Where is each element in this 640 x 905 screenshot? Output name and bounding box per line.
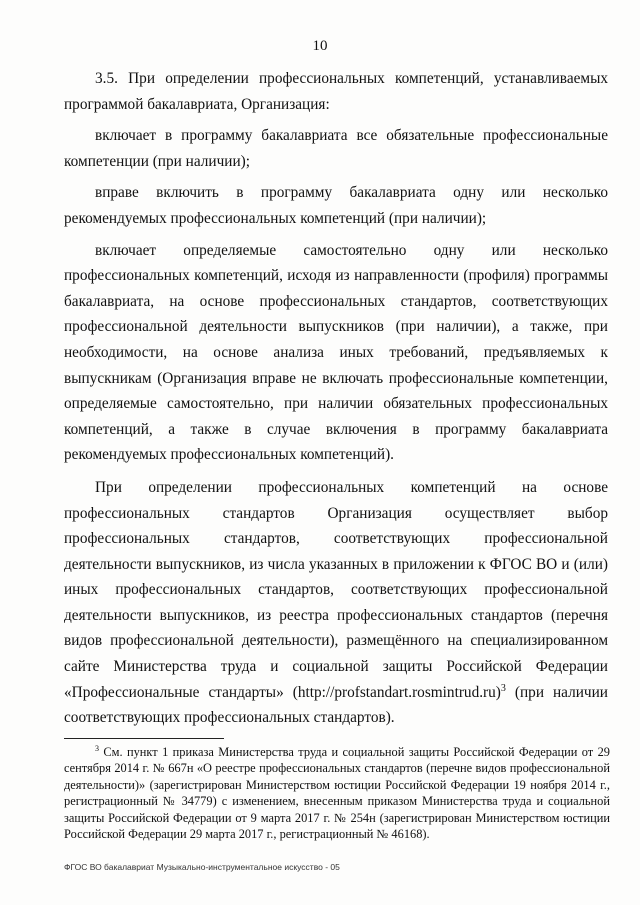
footnote [64,744,610,842]
paragraph-self-defined-competencies: включает определяемые самостоятельно одну или несколько профессиональных компетенций, исходя из направленности (профиля) программы бакалавриата, на основе профессиональных стандартов, соответствующих профессиональной деятельности выпускников (при наличии), а также, при необходимости, на основе анализа иных требований, предъявляемых к выпускникам (Организация вправе не включать профессиональные компетенции, определяемые самостоятельно, при наличии обязательных профессиональных компетенций, а также в случае включения в программу бакалавриата рекомендуемых профессиональных компетенций). [64,241,608,464]
footnote-divider [64,738,224,739]
professional-standards-text-end: (при наличии соответствующих профессиональных стандартов). [64,683,608,727]
paragraph-mandatory-competencies: включает в программу бакалавриата все обязательные профессиональные компетенции (при наличии); [64,127,608,170]
footnote-mark: 3 [95,743,99,753]
document-body [64,66,608,737]
paragraph-recommended-competencies: вправе включить в программу бакалавриата одну или несколько рекомендуемых профессиональных компетенций (при наличии); [64,184,608,227]
professional-standards-text: При определении профессиональных компетенций на основе профессиональных стандартов Организация осуществляет выбор профессиональных стандартов, соответствующих профессиональной деятельности выпускников, из числа указанных в приложении к ФГОС ВО и (или) иных профессиональных стандартов, соответствующих профессиональной деятельности выпускников, из реестра профессиональных стандартов (перечня видов профессиональной деятельности), размещённого на специализированном сайте Министерства труда и социальной защиты Российской Федерации «Профессиональные стандарты» (http://profstandart.rosmintrud.ru) [64,478,608,701]
footnote-reference: 3 [500,682,506,694]
footnote-text: См. пункт 1 приказа Министерства труда и социальной защиты Российской Федерации от 29 сентября 2014 г. № 667н «О реестре профессиональных стандартов (перечне видов профессиональной деятельности)» (зарегистрирован Министерством юстиции Российской Федерации 19 ноября 2014 г., регистрационный № 34779) с изменением, внесенным приказом Министерства труда и социальной защиты Российской Федерации от 9 марта 2017 г. № 254н (зарегистрирован Министерством юстиции Российской Федерации 29 марта 2017 г., регистрационный № 46168). [64,745,610,842]
paragraph-professional-standards [64,475,608,731]
paragraph-3-5-intro: 3.5. При определении профессиональных компетенций, устанавливаемых программой бакалавриата, Организация: [64,70,608,113]
document-footer: ФГОС ВО бакалавриат Музыкально-инструментальное искусство - 05 [64,862,340,872]
page-number: 10 [312,38,328,54]
